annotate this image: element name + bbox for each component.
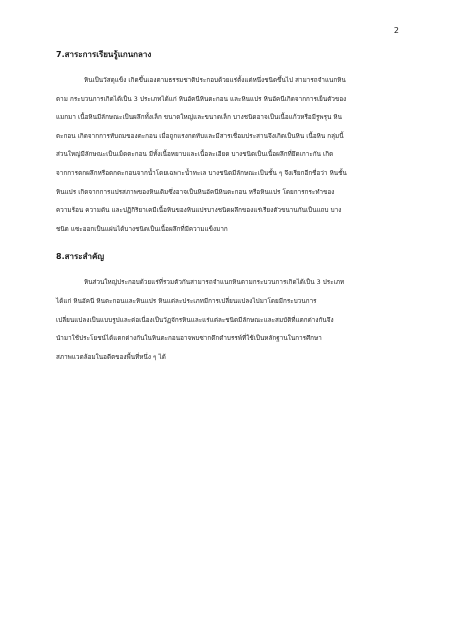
text-line: ชนิด แซะออกเป็นแผ่นได้บางชนิดเป็นเนื้อผลึกที่มีความแข็งมาก [56,225,228,233]
section-heading: 7.สาระการเรียนรู้แกนกลาง [56,50,152,59]
text-line: จากการตกผลึกหรือตกตะกอนจากน้ำโดยเฉพาะน้ำทะเล บางชนิดมีลักษณะเป็นชั้น ๆ จึงเรียกอีกชื่อว่า หินชั้น [56,169,347,177]
text-line: แมกมา เนื้อหินมีลักษณะเป็นผลึกทั้งเล็ก ขนาดใหญ่และขนาดเล็ก บางชนิดอาจเป็นเนื้อแก้วหรือมีรูพรุน หิน [56,114,342,122]
section-paragraph [56,72,398,239]
text-line: หินเป็นวัสดุแข็ง เกิดขึ้นเองตามธรรมชาติประกอบด้วยแร่ตั้งแต่หนึ่งชนิดขึ้นไป สามารถจำแนกหิน [84,77,346,84]
text-line: หินแปร เกิดจากการแปรสภาพของหินเดิมซึ่งอาจเป็นหินอัคนีหินตะกอน หรือหินแปร โดยการกระทำของ [56,188,335,196]
section-heading: 8.สาระสำคัญ [56,252,105,262]
text-line: นำมาใช้ประโยชน์ได้แตกต่างกันในหินตะกอนอาจพบซากดึกดำบรรพ์ที่ใช้เป็นหลักฐานในการศึกษา [56,335,322,343]
text-line: ตาม กระบวนการเกิดได้เป็น 3 ประเภทได้แก่ หินอัคนีหินตะกอน และหินแปร หินอัคนีเกิดจากการเย็นตัวของ [56,95,347,103]
text-line: เปลี่ยนแปลงเป็นแบบรูปและต่อเนื่องเป็นวัฏจักรหินและแร่แต่ละชนิดมีลักษณะและสมบัติที่แตกต่างกันจึง [56,316,334,324]
section-paragraph [56,274,398,367]
text-line: หินส่วนใหญ่ประกอบด้วยแร่ที่รวมตัวกันสามารถจำแนกหินตามกระบวนการเกิดได้เป็น 3 ประเภท [84,279,345,287]
text-line: ส่วนใหญ่มีลักษณะเป็นเม็ดตะกอน มีทั้งเนื้อหยาบและเนื้อละเอียด บางชนิดเป็นเนื้อผลึกที่ยึดเกาะกัน เกิด [56,151,334,159]
page-number: 2 [393,26,399,35]
text-line: ได้แก่ หินอัคนี หินตะกอนและหินแปร หินแต่ละประเภทมีการเปลี่ยนแปลงไปมาโดยมีกระบวนการ [56,297,317,305]
text-line: สภาพแวดล้อมในอดีตของพื้นที่หนึ่ง ๆ ได้ [56,353,166,361]
section-key-concept [56,251,398,367]
document-body [56,49,398,367]
text-line: ตะกอน เกิดจากการทับถมของตะกอน เมื่อถูกแรงกดทับและมีสารเชื่อมประสานจึงเกิดเป็นหิน เนื้อหิน กลุ่มนี้ [56,132,344,140]
section-core-content [56,49,398,239]
text-line: ความร้อน ความดัน และปฏิกิริยาเคมีเนื้อหินของหินแปรบางชนิดผลึกของแร่เรียงตัวขนานกันเป็นแถบ บาง [56,207,342,215]
